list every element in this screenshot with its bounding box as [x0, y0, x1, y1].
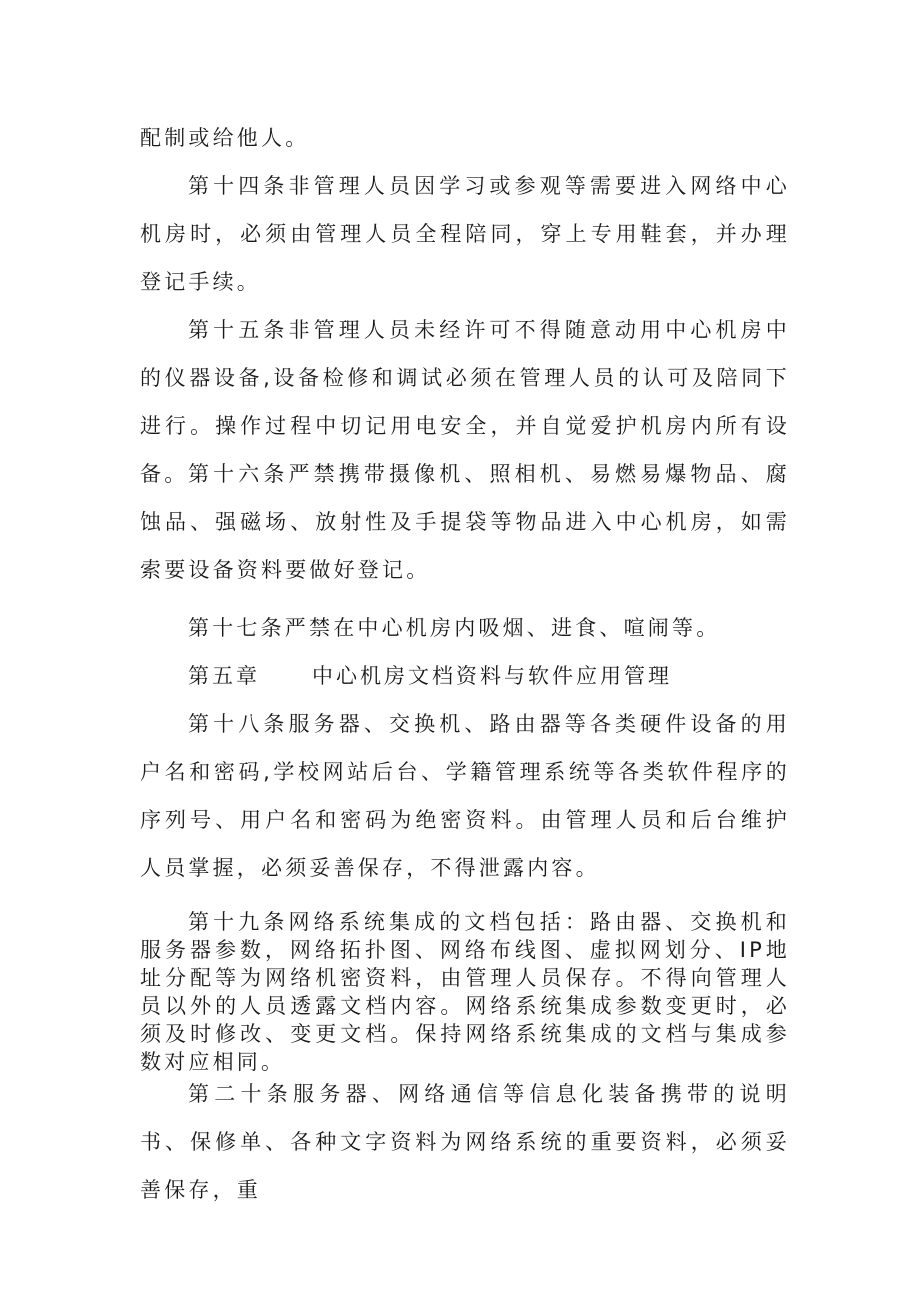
paragraph-article-16: 第十六条严禁携带摄像机、照相机、易燃易爆物品、腐蚀品、强磁场、放射性及手提袋等物品进入中心机房，如需索要设备资料要做好登记。 — [140, 462, 790, 582]
paragraph-article-14: 第十四条非管理人员因学习或参观等需要进入网络中心机房时，必须由管理人员全程陪同，穿上专用鞋套，并办理登记手续。 — [140, 174, 790, 294]
chapter-number: 第五章 — [188, 664, 260, 688]
paragraph-article-20: 第二十条服务器、网络通信等信息化装备携带的说明书、保修单、各种文字资料为网络系统的重要资料，必须妥善保存，重 — [140, 1082, 790, 1202]
chapter-heading — [188, 652, 672, 700]
paragraph-article-18: 第十八条服务器、交换机、路由器等各类硬件设备的用户名和密码,学校网站后台、学籍管理系统等各类软件程序的序列号、用户名和密码为绝密资料。由管理人员和后台维护人员掌握，必须妥善保存，不得泄露内容。 — [140, 712, 790, 880]
paragraph-article-17: 第十七条严禁在中心机房内吸烟、进食、喧闹等。 — [188, 616, 721, 640]
chapter-title: 中心机房文档资料与软件应用管理 — [312, 664, 672, 688]
paragraph-article-15: 第十五条非管理人员未经许可不得随意动用中心机房中的仪器设备,设备检修和调试必须在管理人员的认可及陪同下进行。操作过程中切记用电安全，并自觉爱护机房内所有设备。 — [140, 318, 790, 486]
paragraph-article-19: 第十九条网络系统集成的文档包括：路由器、交换机和服务器参数，网络拓扑图、网络布线图、虚拟网划分、IP地址分配等为网络机密资料，由管理人员保存。不得向管理人员以外的人员透露文档内容。网络系统集成参数变更时，必须及时修改、变更文档。保持网络系统集成的文档与集成参数对应相同。 — [140, 910, 790, 1074]
paragraph-continuation: 配制或给他人。 — [140, 126, 310, 150]
